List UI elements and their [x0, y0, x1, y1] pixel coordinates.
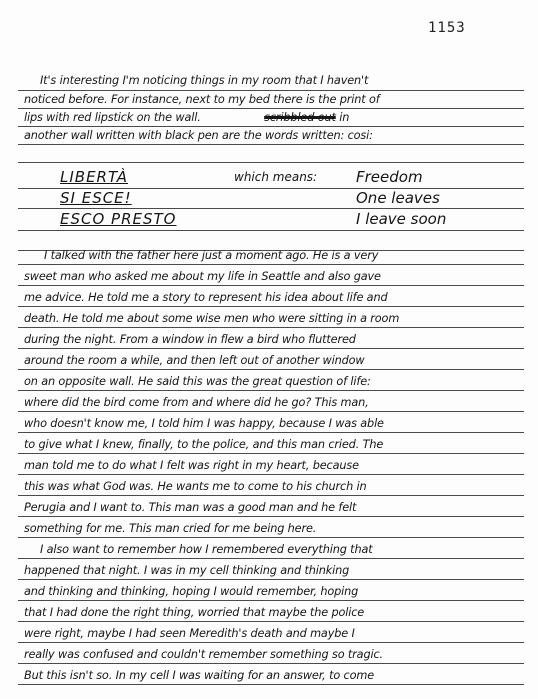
ruled-line: [18, 579, 524, 580]
body-line: around the room a while, and then left out of another window: [24, 354, 365, 367]
ruled-line: [18, 621, 524, 622]
body-line: happened that night. I was in my cell thinking and thinking: [24, 564, 350, 577]
ruled-line: [18, 230, 524, 231]
ruled-line: [18, 144, 524, 145]
italian-word: LIBERTÀ: [60, 168, 129, 186]
ruled-line: [18, 390, 524, 391]
ruled-line: [18, 327, 524, 328]
english-translation: One leaves: [356, 189, 440, 207]
body-line: this was what God was. He wants me to come to his church in: [24, 480, 367, 493]
which-means-label: which means:: [234, 170, 318, 184]
ruled-line: [18, 453, 524, 454]
ruled-line: [18, 348, 524, 349]
word-pair: [60, 189, 530, 209]
ruled-line: [18, 264, 524, 265]
intro-line: [24, 110, 528, 125]
ruled-line: [18, 285, 524, 286]
body-line: that I had done the right thing, worried that maybe the police: [24, 606, 365, 619]
body-line: death. He told me about some wise men who were sitting in a room: [24, 312, 400, 325]
ruled-line: [18, 108, 524, 109]
body-line: on an opposite wall. He said this was the great question of life:: [24, 375, 371, 388]
ruled-line: [18, 558, 524, 559]
body-line: to give what I knew, finally, to the police, and this man cried. The: [24, 438, 384, 451]
word-pair: [60, 168, 530, 188]
body-line: during the night. From a window in flew a bird who fluttered: [24, 333, 356, 346]
ruled-line: [18, 306, 524, 307]
body-line: But this isn't so. In my cell I was waiting for an answer, to come: [24, 669, 375, 682]
body-line: who doesn't know me, I told him I was happy, because I was able: [24, 417, 384, 430]
ruled-line: [18, 684, 524, 685]
ruled-line: [18, 90, 524, 91]
ruled-line: [18, 495, 524, 496]
english-translation: Freedom: [356, 168, 423, 186]
intro-line-tail: in: [339, 111, 350, 124]
intro-line-text: lips with red lipstick on the wall.: [24, 111, 201, 124]
body-line: Perugia and I want to. This man was a good man and he felt: [24, 501, 357, 514]
ruled-line: [18, 537, 524, 538]
body-line: something for me. This man cried for me being here.: [24, 522, 317, 535]
italian-word: SI ESCE!: [60, 189, 132, 207]
crossed-out-text: scribbled out: [264, 111, 336, 124]
english-translation: I leave soon: [356, 210, 447, 228]
ruled-line: [18, 516, 524, 517]
ruled-line: [18, 432, 524, 433]
body-line: I also want to remember how I remembered everything that: [40, 543, 373, 556]
body-line: were right, maybe I had seen Meredith's death and maybe I: [24, 627, 355, 640]
intro-line: noticed before. For instance, next to my bed there is the print of: [24, 93, 380, 106]
body-line: I talked with the father here just a moment ago. He is a very: [44, 249, 379, 262]
intro-line: It's interesting I'm noticing things in my room that I haven't: [40, 74, 369, 87]
italian-word: ESCO PRESTO: [60, 210, 177, 228]
body-line: sweet man who asked me about my life in Seattle and also gave: [24, 270, 381, 283]
ruled-line: [18, 663, 524, 664]
ruled-line: [18, 600, 524, 601]
body-line: really was confused and couldn't remember something so tragic.: [24, 648, 383, 661]
ruled-line: [18, 474, 524, 475]
body-line: where did the bird come from and where did he go? This man,: [24, 396, 369, 409]
ruled-line: [18, 369, 524, 370]
ruled-line: [18, 126, 524, 127]
ruled-line: [18, 162, 524, 163]
body-line: me advice. He told me a story to represent his idea about life and: [24, 291, 388, 304]
body-line: and thinking and thinking, hoping I would remember, hoping: [24, 585, 359, 598]
ruled-line: [18, 411, 524, 412]
body-line: man told me to do what I felt was right in my heart, because: [24, 459, 359, 472]
ruled-line: [18, 642, 524, 643]
page-number: 1153: [428, 20, 466, 36]
word-pair: [60, 210, 530, 230]
intro-line: another wall written with black pen are the words written: cosi:: [24, 129, 373, 142]
